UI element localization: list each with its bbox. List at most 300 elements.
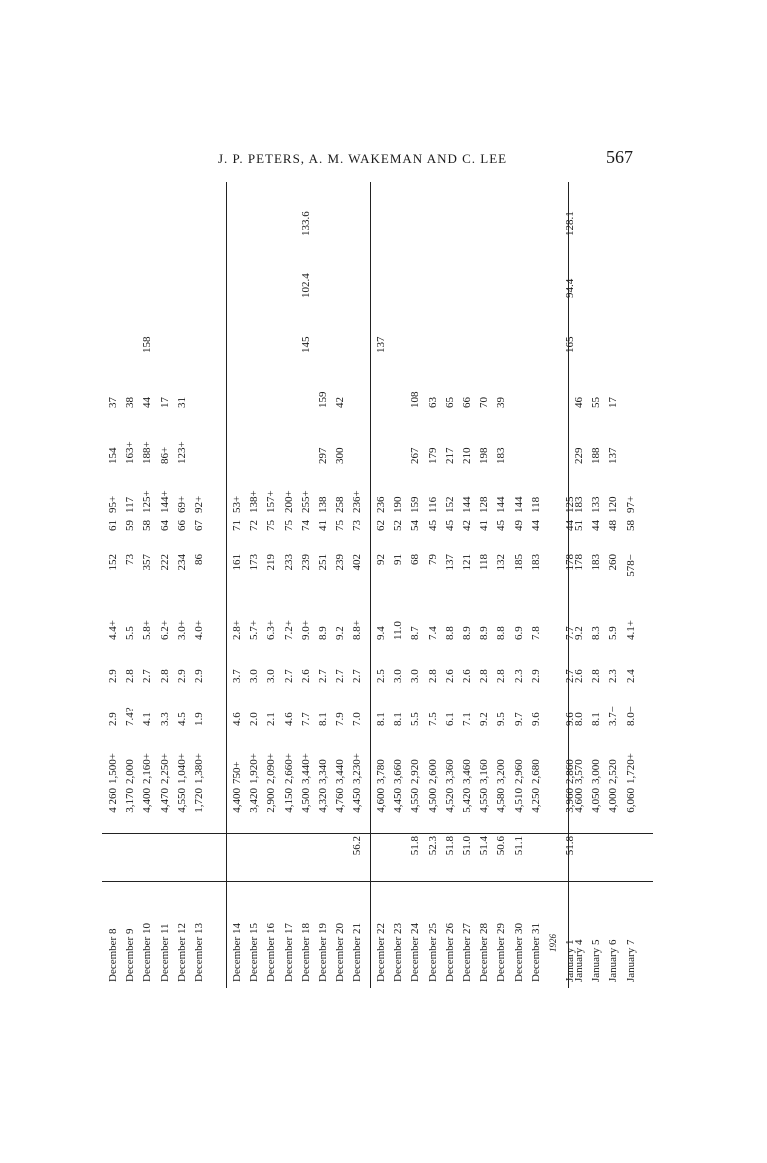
table-row-date: December 20	[334, 923, 347, 982]
table-row-date: January 5	[590, 939, 603, 982]
table-cell: 200+	[282, 490, 295, 513]
table-cell: 66	[461, 397, 473, 408]
table-cell: 258	[334, 496, 347, 513]
table-cell: 357	[141, 554, 154, 571]
table-cell: 137	[375, 336, 387, 353]
table-cell: 45	[443, 520, 456, 531]
running-title: J. P. PETERS, A. M. WAKEMAN AND C. LEE	[218, 151, 508, 166]
table-cell: 1,500+	[107, 753, 119, 784]
table-cell: 4.6	[231, 712, 243, 726]
table-row-date: December 10	[141, 923, 154, 982]
table-cell: 3.0	[248, 669, 261, 683]
table-cell: 75	[265, 520, 278, 531]
table-cell: 56.2	[351, 836, 364, 856]
table-cell: 7.4	[426, 626, 439, 640]
table-cell: 7.0	[351, 712, 364, 726]
table-cell: 9.2	[334, 626, 347, 640]
table-cell: 51.8	[564, 836, 577, 856]
table-cell: 6,060	[624, 788, 637, 813]
table-cell: 3,440	[334, 759, 347, 784]
table-row-date: December 17	[282, 923, 295, 982]
table-row-date: December 26	[443, 923, 456, 982]
table-cell: 6.9	[512, 626, 525, 640]
table-cell: 2.8	[158, 669, 171, 683]
table-cell: 144	[495, 496, 508, 513]
table-cell: 4,500	[299, 788, 312, 813]
table-cell: 128	[478, 496, 491, 513]
table-cell: 173	[248, 554, 261, 571]
table-cell: 5.5	[124, 626, 137, 640]
table-cell: 2,920	[409, 759, 422, 784]
table-cell: 9.7	[512, 712, 525, 726]
table-cell: 4,600	[573, 788, 585, 813]
table-row-date: 1926	[548, 934, 558, 952]
table-cell: 6.3+	[265, 620, 278, 640]
table-cell: 3,960	[564, 788, 577, 813]
table-cell: 73	[351, 520, 364, 531]
table-cell: 4,450	[392, 788, 405, 813]
table-cell: 144	[461, 496, 473, 513]
table-cell: 51.4	[478, 836, 491, 856]
table-cell: 165	[564, 336, 577, 353]
table-cell: 8.1	[392, 712, 405, 726]
table-cell: 116	[426, 496, 439, 513]
table-cell: 9.2	[573, 626, 585, 640]
table-cell: 4,600	[375, 788, 387, 813]
table-cell: 2.4	[624, 669, 637, 683]
table-cell: 86	[193, 554, 205, 565]
table-cell: 4 260	[107, 788, 119, 813]
table-cell: 222	[158, 554, 171, 571]
table-cell: 79	[426, 554, 439, 565]
table-row-date: December 28	[478, 923, 491, 982]
table-cell: 178	[564, 554, 577, 571]
table-cell: 41	[317, 520, 329, 531]
table-cell: 183	[590, 554, 603, 571]
table-cell: 44	[564, 520, 577, 531]
table-cell: 67	[193, 520, 205, 531]
table-cell: 402	[351, 554, 364, 571]
table-cell: 69+	[175, 495, 188, 513]
table-row-date: January 7	[624, 939, 637, 982]
table-cell: 8.0−	[624, 706, 637, 726]
table-cell: 239	[334, 554, 347, 571]
table-cell: 138	[317, 496, 329, 513]
table-cell: 3,200	[495, 759, 508, 784]
table-cell: 2,090+	[265, 753, 278, 784]
table-cell: 59	[124, 520, 137, 531]
table-cell: 51.1	[512, 836, 525, 856]
table-cell: 239	[299, 554, 312, 571]
table-cell: 8.7	[409, 626, 422, 640]
table-cell: 190	[392, 496, 405, 513]
table-cell: 9.4	[375, 626, 387, 640]
table-cell: 45	[426, 520, 439, 531]
table-cell: 9.2	[478, 712, 491, 726]
table-cell: 97+	[624, 495, 637, 513]
table-cell: 117	[124, 496, 137, 513]
table-cell: 144+	[158, 490, 171, 513]
table-cell: 4,550	[478, 788, 491, 813]
table-cell: 3,440+	[299, 753, 312, 784]
table-cell: 9.5	[495, 712, 508, 726]
table-cell: 2.8	[590, 669, 603, 683]
table-row-date: December 8	[107, 928, 119, 982]
table-cell: 183	[573, 496, 585, 513]
table-cell: 86+	[158, 446, 171, 464]
table-cell: 121	[461, 554, 473, 571]
table-cell: 2.3	[512, 669, 525, 683]
table-row-date: December 22	[375, 923, 387, 982]
table-row-date: December 18	[299, 923, 312, 982]
table-cell: 58	[141, 520, 154, 531]
table-row-date: December 21	[351, 923, 364, 982]
table-cell: 2,000	[124, 759, 137, 784]
table-row-date: December 11	[158, 923, 171, 982]
table-cell: 260	[607, 554, 620, 571]
table-cell: 7.8	[529, 626, 542, 640]
table-cell: 71	[231, 520, 243, 531]
table-cell: 2.7	[317, 669, 329, 683]
table-row-date: January 4	[573, 939, 585, 982]
table-cell: 41	[478, 520, 491, 531]
table-cell: 7.9	[334, 712, 347, 726]
table-row-date: December 30	[512, 923, 525, 982]
table-cell: 125	[564, 496, 577, 513]
group-divider	[226, 182, 227, 988]
table-cell: 51.8	[443, 836, 456, 856]
table-cell: 54	[409, 520, 422, 531]
table-row-date: January 6	[607, 939, 620, 982]
table-cell: 37	[107, 397, 119, 408]
table-cell: 55	[590, 397, 603, 408]
table-cell: 3,160	[478, 759, 491, 784]
table-cell: 38	[124, 397, 137, 408]
table-cell: 50.6	[495, 836, 508, 856]
table-cell: 64	[158, 520, 171, 531]
table-cell: 123+	[175, 441, 188, 464]
table-cell: 118	[529, 496, 542, 513]
table-cell: 46	[573, 397, 585, 408]
table-cell: 3.0+	[175, 620, 188, 640]
table-cell: 152	[107, 554, 119, 571]
table-cell: 61	[107, 520, 119, 531]
table-cell: 138+	[248, 490, 261, 513]
table-cell: 132	[495, 554, 508, 571]
table-cell: 53+	[231, 495, 243, 513]
table-cell: 4,510	[512, 788, 525, 813]
table-cell: 4.5	[175, 712, 188, 726]
table-cell: 2,900	[265, 788, 278, 813]
table-cell: 1,920+	[248, 753, 261, 784]
table-cell: 2.8	[478, 669, 491, 683]
table-cell: 2.5	[375, 669, 387, 683]
table-cell: 1,040+	[175, 753, 188, 784]
table-cell: 7.2+	[282, 620, 295, 640]
table-cell: 2.7	[141, 669, 154, 683]
table-cell: 2.8+	[231, 620, 243, 640]
table-row-date: December 27	[461, 923, 473, 982]
table-cell: 158	[141, 336, 154, 353]
table-cell: 2.7	[334, 669, 347, 683]
table-cell: 44	[529, 520, 542, 531]
table-cell: 120	[607, 496, 620, 513]
table-cell: 11.0	[392, 621, 405, 640]
table-cell: 75	[282, 520, 295, 531]
table-cell: 8.9	[317, 626, 329, 640]
table-cell: 210	[461, 447, 473, 464]
table-cell: 4,400	[231, 788, 243, 813]
group-divider	[568, 182, 569, 988]
table-cell: 297	[317, 447, 329, 464]
table-cell: 137	[443, 554, 456, 571]
table-cell: 1,720	[193, 788, 205, 813]
table-cell: 44	[590, 520, 603, 531]
table-cell: 65	[443, 397, 456, 408]
table-row-date: December 15	[248, 923, 261, 982]
table-cell: 66	[175, 520, 188, 531]
table-cell: 8.1	[317, 712, 329, 726]
table-cell: 3,660	[392, 759, 405, 784]
table-cell: 68	[409, 554, 422, 565]
table-row-date: December 12	[175, 923, 188, 982]
table-cell: 4,320	[317, 788, 329, 813]
table-cell: 2,660+	[282, 753, 295, 784]
table-cell: 163+	[124, 441, 137, 464]
table-cell: 6.2+	[158, 620, 171, 640]
table-cell: 70	[478, 397, 491, 408]
table-cell: 8.0	[573, 712, 585, 726]
table-row-date: December 13	[193, 923, 205, 982]
table-cell: 3,570	[573, 759, 585, 784]
table-cell: 4,500	[426, 788, 439, 813]
table-cell: 4,550	[409, 788, 422, 813]
table-cell: 8.8+	[351, 620, 364, 640]
table-row-date: December 19	[317, 923, 329, 982]
table-cell: 92+	[193, 495, 205, 513]
table-cell: 161	[231, 554, 243, 571]
table-cell: 236+	[351, 490, 364, 513]
table-cell: 2.6	[443, 669, 456, 683]
table-cell: 229	[573, 447, 585, 464]
table-cell: 7.4?	[124, 707, 137, 726]
table-cell: 1,720+	[624, 753, 637, 784]
table-cell: 5.9	[607, 626, 620, 640]
table-row-date: December 31	[529, 923, 542, 982]
table-cell: 217	[443, 447, 456, 464]
table-cell: 9.6	[529, 712, 542, 726]
table-cell: 2.8	[124, 669, 137, 683]
table-cell: 2.7	[564, 669, 577, 683]
table-cell: 152	[443, 496, 456, 513]
table-cell: 6.1	[443, 712, 456, 726]
table-cell: 4.0+	[193, 620, 205, 640]
table-cell: 178	[573, 554, 585, 571]
table-row-date: December 9	[124, 928, 137, 982]
data-table	[102, 182, 653, 988]
table-cell: 2,860	[564, 759, 577, 784]
table-cell: 2,520	[607, 759, 620, 784]
table-cell: 183	[495, 447, 508, 464]
table-cell: 145	[299, 336, 312, 353]
table-cell: 45	[495, 520, 508, 531]
table-row-date: December 24	[409, 923, 422, 982]
table-cell: 3.7−	[607, 706, 620, 726]
table-cell: 3.0	[409, 669, 422, 683]
table-cell: 39	[495, 397, 508, 408]
table-cell: 185	[512, 554, 525, 571]
table-cell: 8.8	[443, 626, 456, 640]
table-cell: 159	[317, 391, 329, 408]
table-cell: 4.1+	[624, 620, 637, 640]
table-cell: 4,470	[158, 788, 171, 813]
table-cell: 4,760	[334, 788, 347, 813]
table-cell: 75	[334, 520, 347, 531]
table-cell: 4,150	[282, 788, 295, 813]
table-cell: 3,360	[443, 759, 456, 784]
table-cell: 154	[107, 447, 119, 464]
table-cell: 2.1	[265, 712, 278, 726]
table-cell: 234	[175, 554, 188, 571]
table-cell: 300	[334, 447, 347, 464]
table-cell: 188	[590, 447, 603, 464]
table-cell: 267	[409, 447, 422, 464]
table-cell: 2.6	[573, 669, 585, 683]
table-cell: 219	[265, 554, 278, 571]
table-row-date: December 29	[495, 923, 508, 982]
group-divider	[370, 182, 371, 988]
table-cell: 133.6	[299, 211, 312, 236]
table-cell: 1.9	[193, 712, 205, 726]
table-cell: 2,160+	[141, 753, 154, 784]
table-cell: 74	[299, 520, 312, 531]
table-cell: 102.4	[299, 273, 312, 298]
table-cell: 157+	[265, 490, 278, 513]
table-cell: 188+	[141, 441, 154, 464]
table-cell: 4,450	[351, 788, 364, 813]
table-cell: 3,230+	[351, 753, 364, 784]
table-cell: 92	[375, 554, 387, 565]
table-cell: 2,680	[529, 759, 542, 784]
table-cell: 2.9	[107, 669, 119, 683]
table-cell: 17	[607, 397, 620, 408]
table-cell: 51	[573, 520, 585, 531]
table-cell: 5,420	[461, 788, 473, 813]
table-cell: 48	[607, 520, 620, 531]
table-cell: 578−	[624, 554, 637, 577]
table-cell: 7.7	[299, 712, 312, 726]
table-cell: 255+	[299, 490, 312, 513]
table-cell: 2.9	[193, 669, 205, 683]
table-cell: 42	[334, 397, 347, 408]
table-cell: 4.6	[282, 712, 295, 726]
table-row-date: December 23	[392, 923, 405, 982]
table-cell: 251	[317, 554, 329, 571]
table-cell: 144	[512, 496, 525, 513]
table-cell: 3.3	[158, 712, 171, 726]
table-cell: 2,250+	[158, 753, 171, 784]
table-cell: 2.0	[248, 712, 261, 726]
table-cell: 52.3	[426, 836, 439, 856]
table-cell: 118	[478, 554, 491, 571]
table-cell: 179	[426, 447, 439, 464]
table-cell: 44	[141, 397, 154, 408]
table-cell: 2.9	[175, 669, 188, 683]
table-cell: 3,780	[375, 759, 387, 784]
column-rule-2	[102, 833, 653, 834]
table-cell: 4.4+	[107, 620, 119, 640]
table-cell: 108	[409, 391, 422, 408]
table-cell: 2.8	[495, 669, 508, 683]
table-cell: 3,460	[461, 759, 473, 784]
table-cell: 4,050	[590, 788, 603, 813]
table-cell: 49	[512, 520, 525, 531]
table-cell: 2.6	[299, 669, 312, 683]
table-cell: 9.6	[564, 712, 577, 726]
table-row-date: January 1	[564, 939, 577, 982]
table-cell: 2.7	[282, 669, 295, 683]
table-cell: 137	[607, 447, 620, 464]
table-cell: 5.7+	[248, 620, 261, 640]
table-row-date: December 25	[426, 923, 439, 982]
table-cell: 2,960	[512, 759, 525, 784]
table-row-date: December 14	[231, 923, 243, 982]
table-cell: 4,400	[141, 788, 154, 813]
table-cell: 7.7	[564, 626, 577, 640]
table-cell: 5.5	[409, 712, 422, 726]
table-cell: 73	[124, 554, 137, 565]
table-cell: 8.1	[375, 712, 387, 726]
table-cell: 3.7	[231, 669, 243, 683]
table-cell: 1,380+	[193, 753, 205, 784]
table-cell: 2,600	[426, 759, 439, 784]
table-cell: 2.9	[529, 669, 542, 683]
table-cell: 17	[158, 397, 171, 408]
table-cell: 4.1	[141, 712, 154, 726]
table-cell: 3,000	[590, 759, 603, 784]
table-cell: 133	[590, 496, 603, 513]
table-cell: 8.8	[495, 626, 508, 640]
table-cell: 4,520	[443, 788, 456, 813]
table-cell: 4,250	[529, 788, 542, 813]
table-cell: 72	[248, 520, 261, 531]
table-cell: 125+	[141, 490, 154, 513]
table-cell: 2.9	[107, 712, 119, 726]
table-cell: 8.9	[478, 626, 491, 640]
table-cell: 4,580	[495, 788, 508, 813]
rotated-table-frame	[102, 182, 653, 988]
table-cell: 2.3	[607, 669, 620, 683]
page-number: 567	[606, 147, 633, 167]
table-cell: 236	[375, 496, 387, 513]
table-row-date: December 16	[265, 923, 278, 982]
table-cell: 3.0	[392, 669, 405, 683]
table-cell: 2.7	[351, 669, 364, 683]
table-cell: 8.9	[461, 626, 473, 640]
table-cell: 3,420	[248, 788, 261, 813]
table-cell: 58	[624, 520, 637, 531]
table-cell: 7.5	[426, 712, 439, 726]
table-cell: 52	[392, 520, 405, 531]
table-cell: 2.8	[426, 669, 439, 683]
table-cell: 8.3	[590, 626, 603, 640]
table-cell: 8.1	[590, 712, 603, 726]
table-cell: 31	[175, 397, 188, 408]
table-cell: 51.8	[409, 836, 422, 856]
table-cell: 3,170	[124, 788, 137, 813]
table-cell: 91	[392, 554, 405, 565]
table-cell: 95+	[107, 495, 119, 513]
